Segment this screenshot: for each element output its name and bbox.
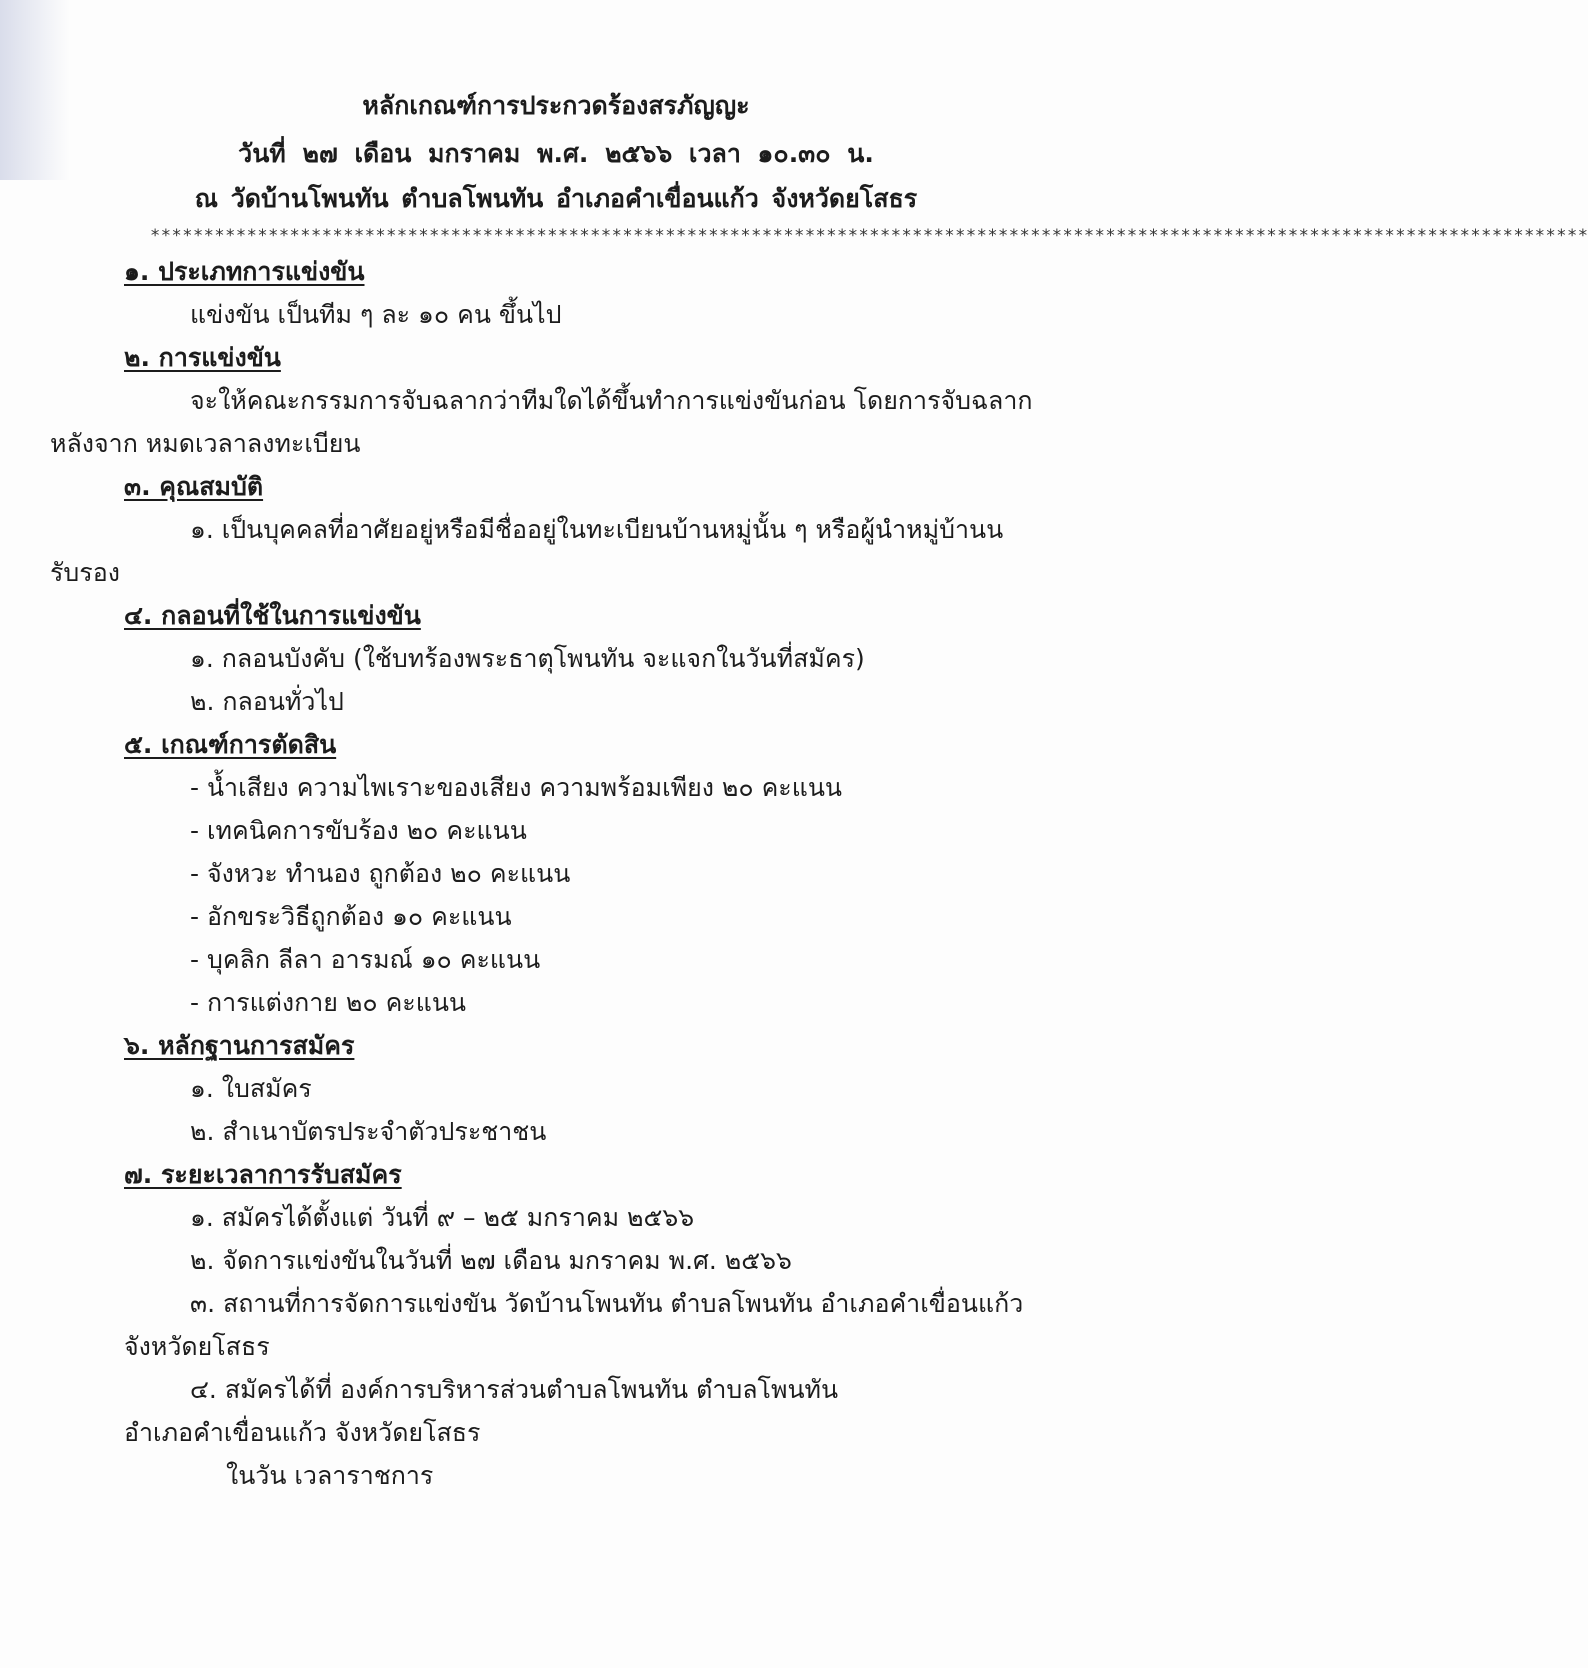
section-line: แข่งขัน เป็นทีม ๆ ละ ๑๐ คน ขึ้นไป [190, 300, 562, 329]
section-heading-competition: ๒. การแข่งขัน [124, 343, 281, 372]
event-venue-line: ณ วัดบ้านโพนทัน ตำบลโพนทัน อำเภอคำเขื่อนแก้ว จังหวัดยโสธร [194, 184, 918, 213]
section-line: ๑. สมัครได้ตั้งแต่ วันที่ ๙ – ๒๕ มกราคม ๒๕๖๖ [190, 1203, 695, 1232]
section-line: ๓. สถานที่การจัดการแข่งขัน วัดบ้านโพนทัน ตำบลโพนทัน อำเภอคำเขื่อนแก้ว [190, 1289, 1024, 1318]
section-line: รับรอง [50, 558, 120, 587]
section-line: ๒. สำเนาบัตรประจำตัวประชาชน [190, 1117, 547, 1146]
section-line: ๔. สมัครได้ที่ องค์การบริหารส่วนตำบลโพนทัน ตำบลโพนทัน [190, 1375, 839, 1404]
section-line: ๑. ใบสมัคร [190, 1074, 312, 1103]
section-line: ในวัน เวลาราชการ [226, 1461, 434, 1490]
section-heading-application-documents: ๖. หลักฐานการสมัคร [124, 1031, 355, 1060]
section-line: หลังจาก หมดเวลาลงทะเบียน [50, 429, 361, 458]
section-line: จังหวัดยโสธร [124, 1332, 270, 1361]
event-date-line: วันที่ ๒๗ เดือน มกราคม พ.ศ. ๒๕๖๖ เวลา ๑๐.๓๐ น. [238, 139, 874, 168]
section-line: อำเภอคำเขื่อนแก้ว จังหวัดยโสธร [124, 1418, 481, 1447]
criteria-item: - บุคลิก ลีลา อารมณ์ ๑๐ คะแนน [190, 945, 541, 974]
section-heading-poems: ๔. กลอนที่ใช้ในการแข่งขัน [124, 601, 421, 630]
section-line: ๑. กลอนบังคับ (ใช้บทร้องพระธาตุโพนทัน จะแจกในวันที่สมัคร) [190, 644, 865, 673]
criteria-item: - การแต่งกาย ๒๐ คะแนน [190, 988, 467, 1017]
separator-line: ************************************************************************************************************************************** [150, 226, 1588, 246]
criteria-item: - จังหวะ ทำนอง ถูกต้อง ๒๐ คะแนน [190, 859, 571, 888]
section-line: ๑. เป็นบุคคลที่อาศัยอยู่หรือมีชื่ออยู่ในทะเบียนบ้านหมู่นั้น ๆ หรือผู้นำหมู่บ้านน [190, 515, 1004, 544]
criteria-item: - อักขระวิธีถูกต้อง ๑๐ คะแนน [190, 902, 512, 931]
section-line: จะให้คณะกรรมการจับฉลากว่าทีมใดได้ขึ้นทำการแข่งขันก่อน โดยการจับฉลาก [190, 386, 1033, 415]
section-line: ๒. จัดการแข่งขันในวันที่ ๒๗ เดือน มกราคม พ.ศ. ๒๕๖๖ [190, 1246, 792, 1275]
section-heading-judging-criteria: ๕. เกณฑ์การตัดสิน [124, 730, 337, 759]
section-heading-qualifications: ๓. คุณสมบัติ [124, 472, 264, 501]
criteria-item: - น้ำเสียง ความไพเราะของเสียง ความพร้อมเพียง ๒๐ คะแนน [190, 773, 843, 802]
section-line: ๒. กลอนทั่วไป [190, 687, 344, 716]
section-heading-competition-type: ๑. ประเภทการแข่งขัน [124, 257, 365, 286]
document-title: หลักเกณฑ์การประกวดร้องสรภัญญะ [362, 91, 750, 120]
section-heading-application-period: ๗. ระยะเวลาการรับสมัคร [124, 1160, 402, 1189]
criteria-item: - เทคนิคการขับร้อง ๒๐ คะแนน [190, 816, 527, 845]
